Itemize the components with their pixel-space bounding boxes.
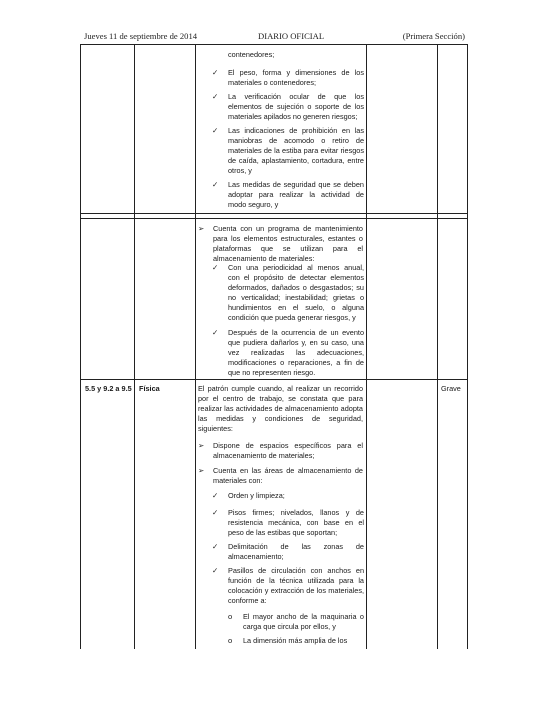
- list-item-text: Las medidas de seguridad que se deben adoptar para realizar la actividad de modo seguro, y: [228, 180, 364, 209]
- severity-cell: Grave: [441, 384, 461, 393]
- check-icon: ✓: [212, 328, 219, 337]
- column-border: [195, 44, 196, 649]
- header-title: DIARIO OFICIAL: [258, 31, 325, 41]
- point-text: Dispone de espacios específicos para el almacenamiento de materiales;: [213, 441, 363, 460]
- arrow-bullet-icon: ➢: [198, 441, 205, 450]
- check-icon: ✓: [212, 566, 219, 575]
- point-text: Cuenta en las áreas de almacenamiento de materiales con:: [213, 466, 363, 485]
- list-item-text: Las indicaciones de prohibición en las maniobras de acomodo o retiro de materiales de la estiba para evitar riesgos de caída, aplastamiento, cortadura, entre otros, y: [228, 126, 364, 175]
- column-border: [437, 44, 438, 649]
- header-section: (Primera Sección): [402, 31, 465, 41]
- check-icon: ✓: [212, 68, 219, 77]
- list-item-text: Pisos firmes; nivelados, llanos y de resistencia mecánica, con base en el peso de las estibas que soportan;: [228, 508, 364, 537]
- numeral-cell: 5.5 y 9.2 a 9.5: [85, 384, 132, 393]
- arrow-bullet-icon: ➢: [198, 224, 205, 233]
- check-icon: ✓: [212, 491, 219, 500]
- arrow-bullet-icon: ➢: [198, 466, 205, 475]
- check-icon: ✓: [212, 180, 219, 189]
- list-item-text: Delimitación de las zonas de almacenamiento;: [228, 542, 364, 561]
- column-border: [80, 44, 81, 649]
- block-intro-text: Cuenta con un programa de mantenimiento para los elementos estructurales, estantes o plataformas que se utilizan para el almacenamiento de materiales:: [213, 224, 363, 263]
- sub-item-text: El mayor ancho de la maquinaria o carga que circula por ellos, y: [243, 612, 364, 631]
- column-border: [467, 44, 468, 649]
- row-divider: [80, 213, 467, 214]
- table-top-border: [80, 44, 467, 45]
- list-item-text: Después de la ocurrencia de un evento que pudiera dañarlos y, en su caso, una vez realizadas las adecuaciones, modificaciones o reparaciones, a fin de que no representen riesgo.: [228, 328, 364, 377]
- list-item-text: El peso, forma y dimensiones de los materiales o contenedores;: [228, 68, 364, 87]
- row-divider: [80, 218, 467, 219]
- criteria-intro-text: El patrón cumple cuando, al realizar un recorrido por el centro de trabajo, se constata que para realizar las actividades de almacenamiento adopta las medidas y condiciones de seguridad, siguientes:: [198, 384, 363, 433]
- check-icon: ✓: [212, 542, 219, 551]
- list-item-text: Pasillos de circulación con anchos en función de la técnica utilizada para la colocación y extracción de los materiales, conforme a:: [228, 566, 364, 605]
- circle-bullet-icon: o: [228, 612, 233, 621]
- list-item-text: La verificación ocular de que los elementos de sujeción o soporte de los materiales apilados no generen riesgos;: [228, 92, 364, 121]
- check-icon: ✓: [212, 263, 219, 272]
- risk-type-cell: Física: [139, 384, 160, 393]
- check-icon: ✓: [212, 92, 219, 101]
- check-icon: ✓: [212, 508, 219, 517]
- row-divider: [80, 379, 467, 380]
- column-border: [366, 44, 367, 649]
- list-item-text: contenedores;: [228, 50, 275, 59]
- list-item-text: Con una periodicidad al menos anual, con el propósito de detectar elementos deformados, dañados o desgastados; su no verticalidad; inestabilidad; grietas o hundimientos en el suelo, o alguna condición que pueda generar riesgos, y: [228, 263, 364, 322]
- column-border: [134, 44, 135, 649]
- header-date: Jueves 11 de septiembre de 2014: [84, 31, 198, 41]
- page-header: [84, 31, 465, 45]
- sub-item-text: La dimensión más amplia de los: [243, 636, 348, 645]
- list-item-text: Orden y limpieza;: [228, 491, 285, 500]
- circle-bullet-icon: o: [228, 636, 233, 645]
- check-icon: ✓: [212, 126, 219, 135]
